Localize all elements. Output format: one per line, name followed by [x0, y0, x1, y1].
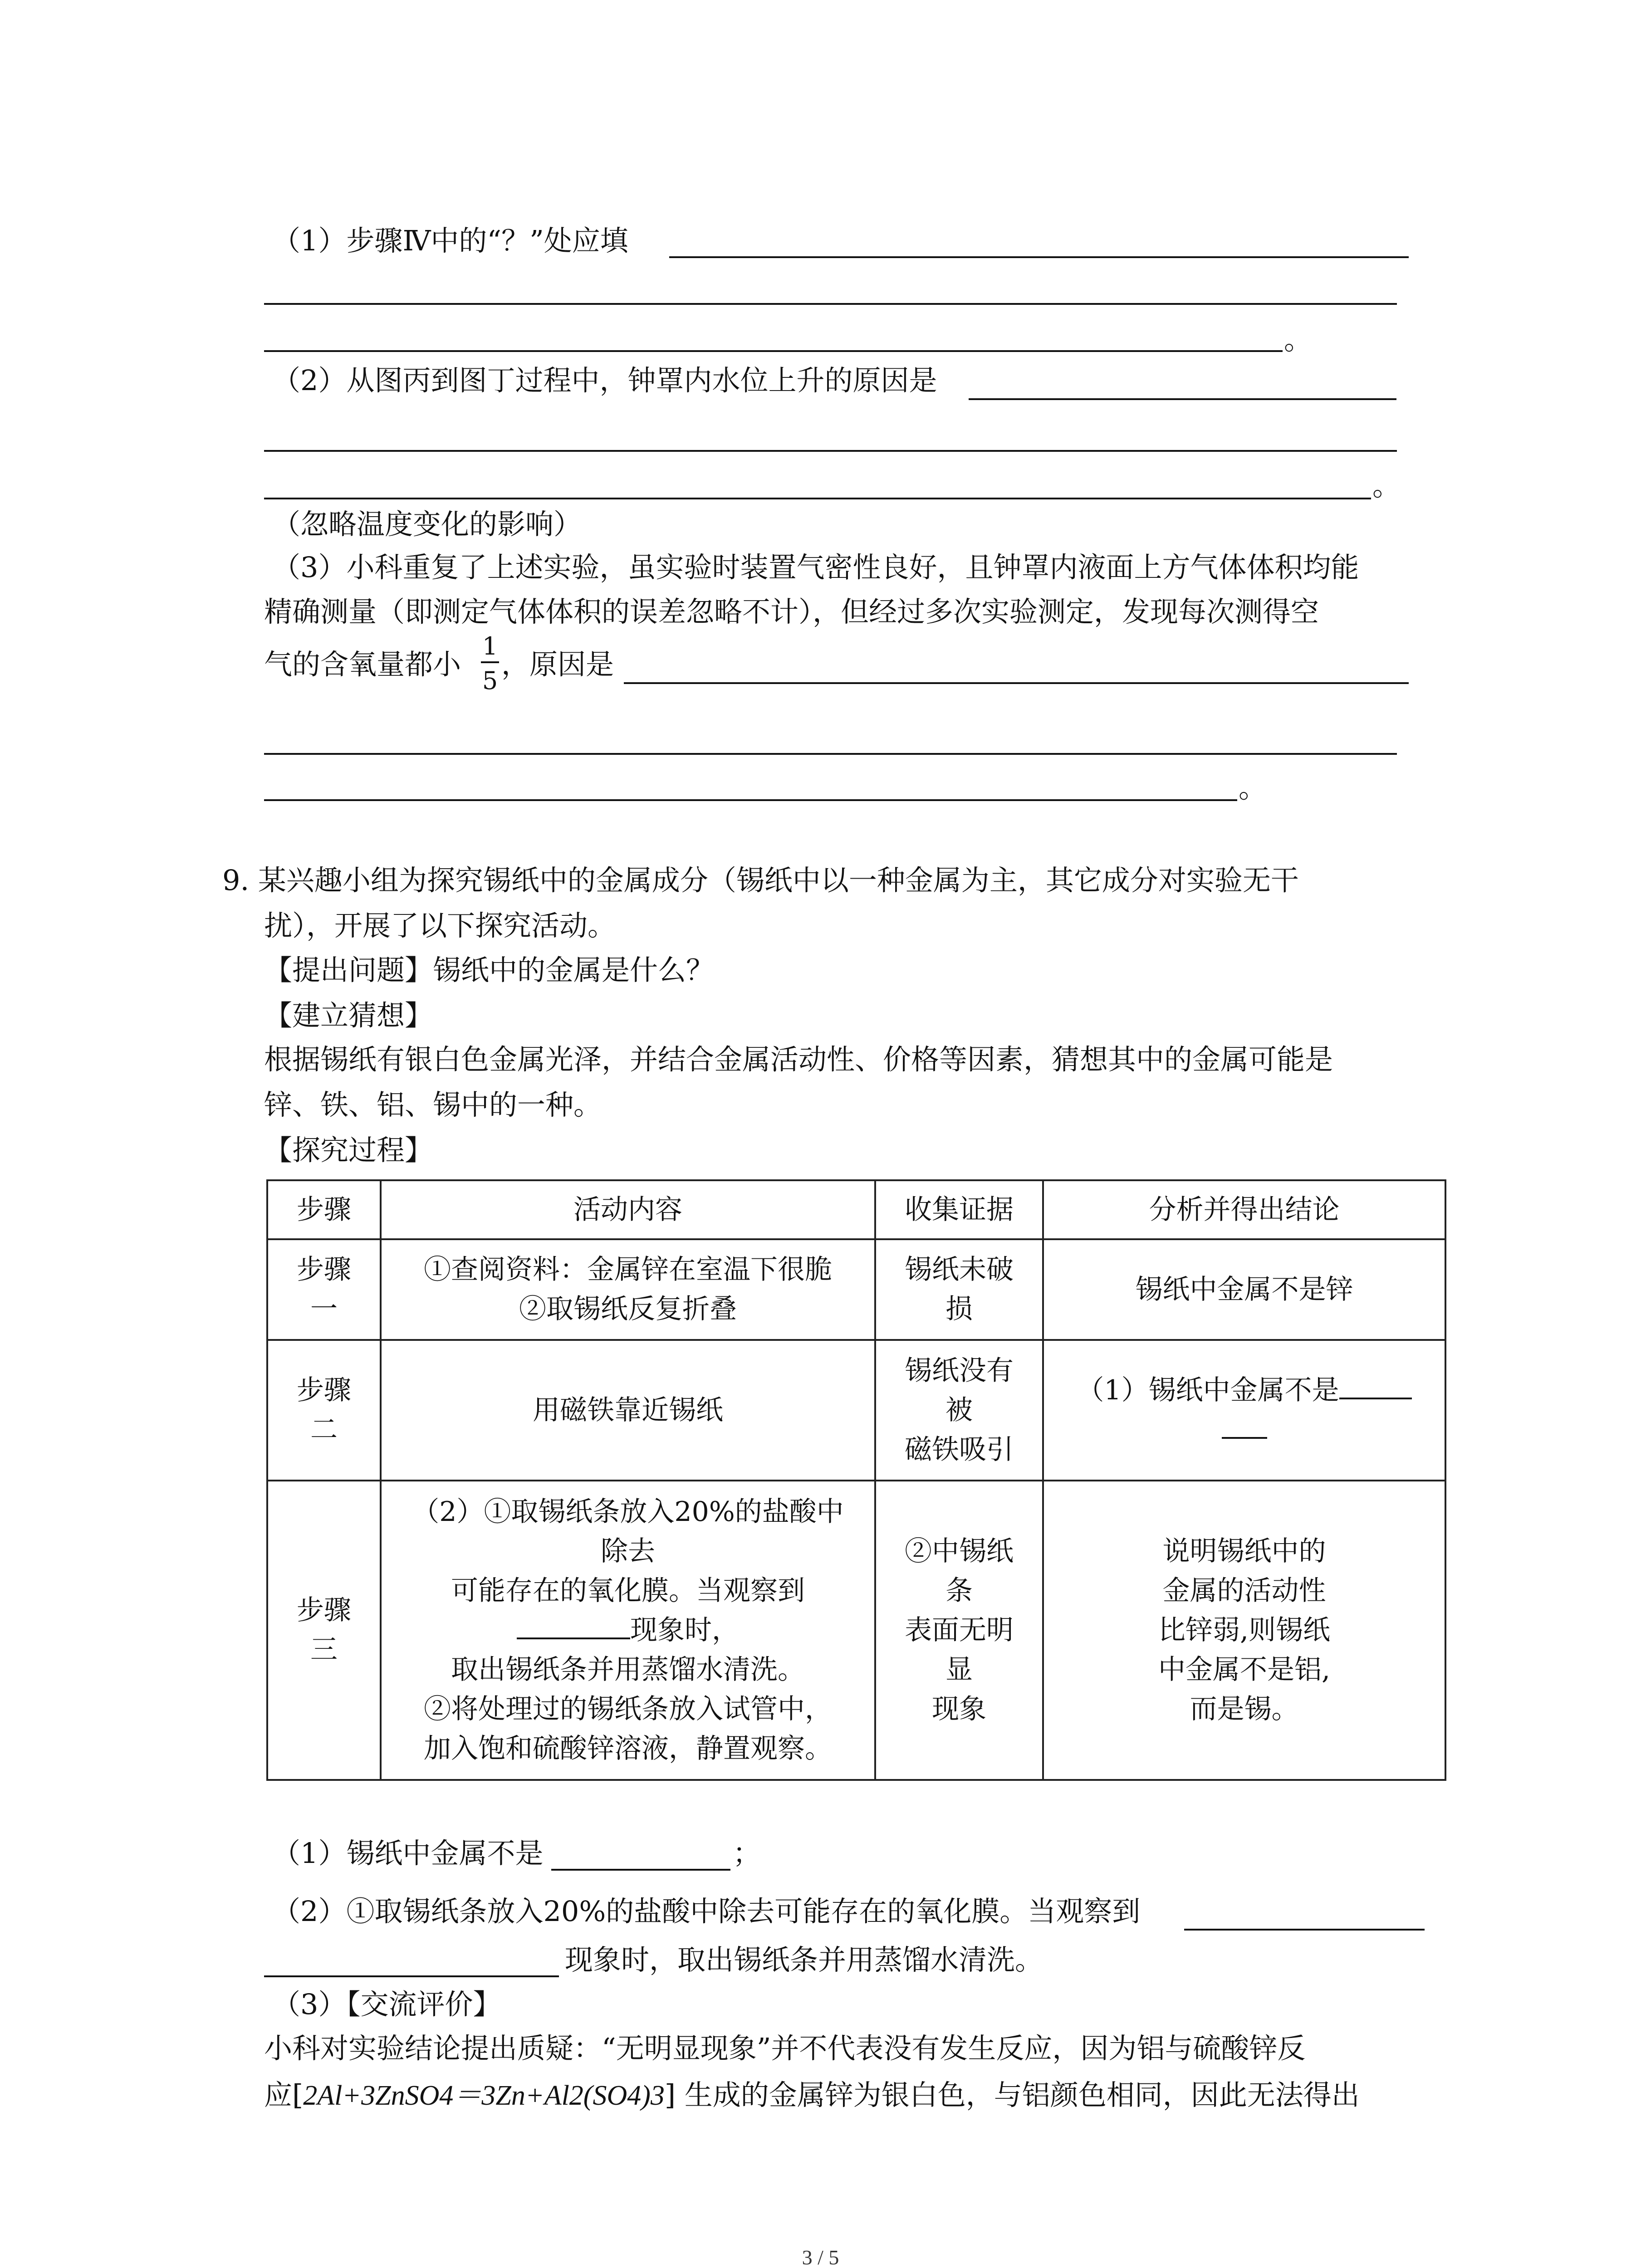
q8-part3-answer-line-1[interactable]	[624, 682, 1409, 684]
q9-intro-line-2: 扰），开展了以下探究活动。	[264, 909, 616, 942]
row2-step: 步骤 二	[267, 1340, 381, 1481]
row3-evidence: ②中锡纸 条 表面无明 显 现象	[875, 1481, 1043, 1780]
table-row	[267, 1239, 1445, 1340]
q8-part3-answer-line-2[interactable]	[264, 753, 1397, 755]
q8-part2-prompt: （2）从图丙到图丁过程中，钟罩内水位上升的原因是	[272, 364, 937, 397]
row3-blank[interactable]	[517, 1611, 630, 1639]
q9-answer-3-line-2: 应[2Al+3ZnSO4＝3Zn+Al2(SO4)3] 生成的金属锌为银白色，与铝颜色相同，因此无法得出	[264, 2078, 1360, 2112]
fraction-denominator: 5	[482, 666, 498, 695]
q8-part3-answer-line-3[interactable]	[264, 799, 1237, 801]
q9-question: 【提出问题】锡纸中的金属是什么？	[264, 953, 715, 987]
q8-note: （忽略温度变化的影响）	[272, 508, 582, 541]
q9-answer-2-line-1[interactable]	[1184, 1929, 1425, 1931]
fraction-bar	[481, 661, 499, 663]
q8-part1-period: 。	[1284, 323, 1313, 356]
q9-hypothesis-line-1: 根据锡纸有银白色金属光泽，并结合金属活动性、价格等因素，猜想其中的金属可能是	[264, 1043, 1333, 1076]
q8-part3-period: 。	[1239, 771, 1267, 804]
q9-answer-1-suffix: ；	[733, 1837, 761, 1870]
page-number: 3 / 5	[802, 2246, 839, 2268]
q8-part3-line-3-suffix: ，原因是	[501, 648, 614, 681]
q8-part1-prompt: （1）步骤Ⅳ中的“？”处应填	[272, 224, 628, 257]
row1-activity: ①查阅资料：金属锌在室温下很脆 ②取锡纸反复折叠	[381, 1239, 875, 1340]
row3-step: 步骤 三	[267, 1481, 381, 1780]
q8-part3-line-3-prefix: 气的含氧量都小	[264, 648, 461, 681]
q8-part1-answer-line-1[interactable]	[669, 256, 1409, 258]
q9-hypothesis-line-2: 锌、铁、铝、锡中的一种。	[264, 1088, 602, 1121]
row2-blank-cont[interactable]	[1222, 1411, 1267, 1439]
q8-part1-answer-line-2[interactable]	[264, 303, 1397, 305]
row1-evidence: 锡纸未破 损	[875, 1239, 1043, 1340]
q8-part2-answer-line-1[interactable]	[969, 398, 1396, 400]
row2-evidence: 锡纸没有 被 磁铁吸引	[875, 1340, 1043, 1481]
q8-part3-line-2: 精确测量（即测定气体体积的误差忽略不计），但经过多次实验测定，发现每次测得空	[264, 595, 1319, 628]
q8-part2-answer-line-2[interactable]	[264, 450, 1397, 452]
header-step: 步骤	[267, 1180, 381, 1239]
row2-activity: 用磁铁靠近锡纸	[381, 1340, 875, 1481]
q9-answer-3-title: （3）【交流评价】	[272, 1988, 501, 2021]
q8-part2-period: 。	[1372, 469, 1401, 502]
row3-activity: （2）①取锡纸条放入20%的盐酸中 除去 可能存在的氧化膜。当观察到 现象时， 取出锡纸条并用蒸馏水清洗。 ②将处理过的锡纸条放入试管中， 加入饱和硫酸锌溶液，静置观察。	[381, 1481, 875, 1780]
q9-answer-3-line-1: 小科对实验结论提出质疑：“无明显现象”并不代表没有发生反应，因为铝与硫酸锌反	[264, 2032, 1306, 2065]
table-row	[267, 1481, 1445, 1780]
q8-part1-answer-line-3[interactable]	[264, 350, 1283, 352]
q9-answer-2-line-2[interactable]	[264, 1975, 559, 1977]
q9-process-title: 【探究过程】	[264, 1134, 433, 1167]
process-table	[266, 1179, 1446, 1781]
row2-conclusion: （1）锡纸中金属不是	[1043, 1340, 1445, 1481]
q9-intro-line-1: 9. 某兴趣小组为探究锡纸中的金属成分（锡纸中以一种金属为主，其它成分对实验无干	[222, 864, 1299, 897]
row3-conclusion: 说明锡纸中的 金属的活动性 比锌弱,则锡纸 中金属不是铝, 而是锡。	[1043, 1481, 1445, 1780]
q8-part2-answer-line-3[interactable]	[264, 498, 1371, 499]
reaction-equation: 2Al+3ZnSO4＝3Zn+Al2(SO4)3	[303, 2080, 665, 2111]
header-activity: 活动内容	[381, 1180, 875, 1239]
row1-conclusion: 锡纸中金属不是锌	[1043, 1239, 1445, 1340]
row2-blank[interactable]	[1339, 1371, 1412, 1399]
q9-answer-2-suffix: 现象时，取出锡纸条并用蒸馏水清洗。	[565, 1943, 1043, 1976]
header-evidence: 收集证据	[875, 1180, 1043, 1239]
table-header-row	[267, 1180, 1445, 1239]
q9-answer-1-line[interactable]	[551, 1869, 730, 1871]
q9-answer-2-prompt: （2）①取锡纸条放入20%的盐酸中除去可能存在的氧化膜。当观察到	[272, 1895, 1141, 1928]
q9-hypothesis-title: 【建立猜想】	[264, 999, 433, 1032]
fraction-numerator: 1	[482, 632, 498, 660]
table-row	[267, 1340, 1445, 1481]
q9-answer-1-prompt: （1）锡纸中金属不是	[272, 1837, 544, 1870]
header-conclusion: 分析并得出结论	[1043, 1180, 1445, 1239]
q8-part3-line-1: （3）小科重复了上述实验，虽实验时装置气密性良好，且钟罩内液面上方气体体积均能	[272, 551, 1359, 584]
row1-step: 步骤 一	[267, 1239, 381, 1340]
